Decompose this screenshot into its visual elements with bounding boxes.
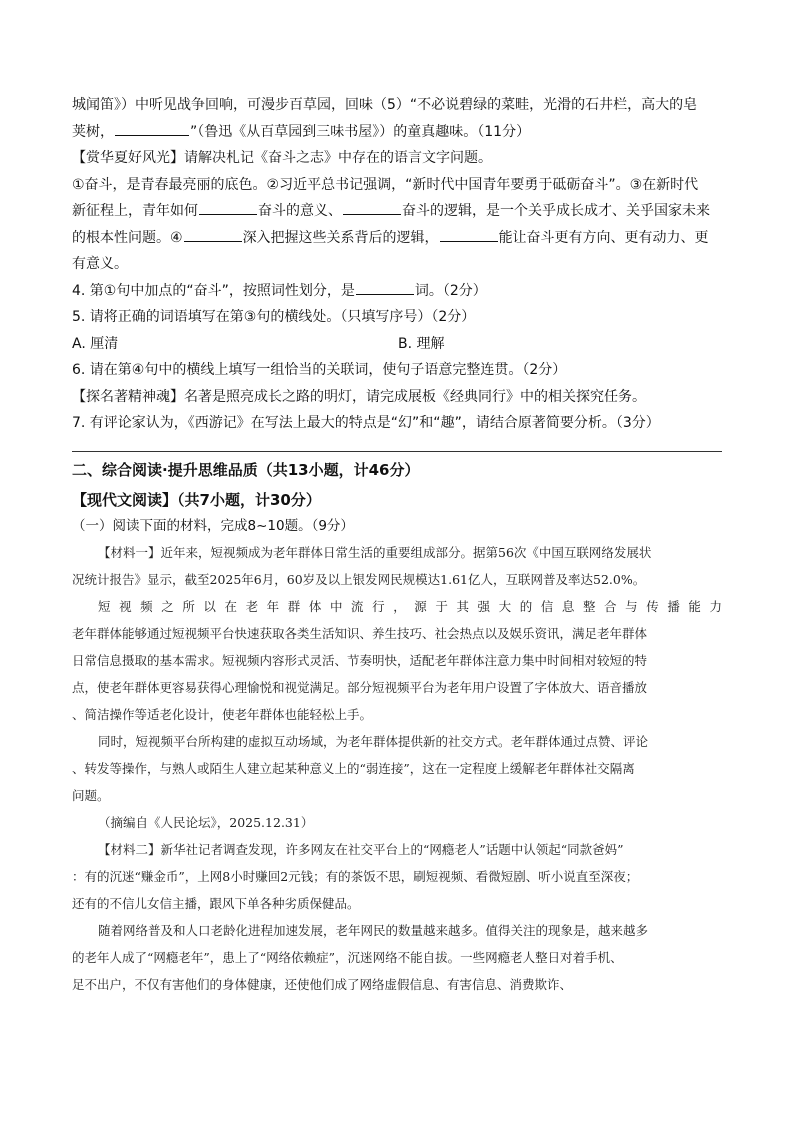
shanghua-para-line-4: 有意义。 xyxy=(72,256,128,272)
exam-page xyxy=(72,92,722,998)
text-segment: 4. 第①句中加点的“奋斗”，按照词性划分，是 xyxy=(72,282,355,299)
answer-blank xyxy=(440,226,498,242)
question-4 xyxy=(72,278,722,305)
answer-blank xyxy=(184,226,242,242)
q-top-line-2-start: 荚树， xyxy=(72,123,114,140)
text-segment: 奋斗的意义、 xyxy=(258,203,342,219)
material-1-source: （摘编自《人民论坛》，2025.12.31） xyxy=(98,814,314,830)
material-2-line-6: 足不出户，不仅有害他们的身体健康，还使他们成了网络虚假信息、有害信息、消费欺诈、 xyxy=(72,976,573,992)
text-segment: 词。（2分） xyxy=(414,282,487,299)
shanghua-heading: 【赏华夏好风光】请解决札记《奋斗之志》中存在的语言文字问题。 xyxy=(72,150,492,166)
material-2-line-4: 随着网络普及和人口老龄化进程加速发展，老年网民的数量越来越多。值得关注的现象是，越来越多 xyxy=(98,922,649,938)
text-segment: 奋斗的逻辑，是一个关乎成长成才、关乎国家未来 xyxy=(402,203,710,219)
answer-blank xyxy=(356,279,414,295)
material-1-line-2: 况统计报告》显示，截至2025年6月，60岁及以上银发网民规模达1.61亿人，互联网普及率达52.0%。 xyxy=(72,571,646,587)
shanghua-para-line-3 xyxy=(72,225,722,252)
material-1-line-9: 、转发等操作，与熟人或陌生人建立起某种意义上的“弱连接”，这在一定程度上缓解老年群体社交隔离 xyxy=(72,760,635,776)
material-1-line-3: 短视频之所以在老年群体中流行，源于其强大的信息整合与传播能力 xyxy=(98,598,722,614)
text-segment: 的根本性问题。④ xyxy=(72,229,183,246)
material-1-line-6: 点，使老年群体更容易获得心理愉悦和视觉满足。部分短视频平台为老年用户设置了字体放大、语音播放 xyxy=(72,679,648,695)
question-5-options xyxy=(72,331,722,358)
option-a: A. 厘清 xyxy=(72,335,119,352)
part-1-instruction: （一）阅读下面的材料，完成8~10题。（9分） xyxy=(72,517,354,534)
text-segment: 深入把握这些关系背后的逻辑， xyxy=(242,229,439,246)
text-segment: 能让奋斗更有方向、更有动力、更 xyxy=(498,229,709,246)
material-2-line-2: ：有的沉迷“赚金币”，上网8小时赚回2元钱；有的茶饭不思，刷短视频、看微短剧、听小说直至深夜； xyxy=(72,868,639,884)
tanming-heading: 【探名著精神魂】名著是照亮成长之路的明灯，请完成展板《经典同行》中的相关探究任务。 xyxy=(72,388,646,405)
q-top-line-2 xyxy=(72,119,722,146)
material-1-line-4: 老年群体能够通过短视频平台快速获取各类生活知识、养生技巧、社会热点以及娱乐资讯，满足老年群体 xyxy=(72,625,648,641)
shanghua-para-line-1: ①奋斗，是青春最亮丽的底色。②习近平总书记强调，“新时代中国青年要勇于砥砺奋斗”。③在新时代 xyxy=(72,176,699,193)
q-top-line-1: 城闻笛》）中听见战争回响，可漫步百草园，回味（5）“不必说碧绿的菜畦，光滑的石井栏，高大的皂 xyxy=(72,97,698,113)
answer-blank xyxy=(115,120,189,136)
question-6: 6. 请在第④句中的横线上填写一组恰当的关联词，使句子语意完整连贯。（2分） xyxy=(72,362,567,378)
q-top-line-2-end: ”（鲁迅《从百草园到三味书屋》）的童真趣味。（11分） xyxy=(190,123,531,140)
material-2-line-1: 【材料二】新华社记者调查发现，许多网友在社交平台上的“网瘾老人”话题中认领起“同款爸妈” xyxy=(98,841,624,857)
question-7: 7. 有评论家认为，《西游记》在写法上最大的特点是“幻”和“趣”，请结合原著简要分析。（3分） xyxy=(72,415,660,431)
answer-blank xyxy=(343,199,401,215)
material-1-line-5: 日常信息摄取的基本需求。短视频内容形式灵活、节奏明快，适配老年群体注意力集中时间相对较短的特 xyxy=(72,652,648,668)
material-2-line-5: 的老年人成了“网瘾老年”，患上了“网络依赖症”，沉迷网络不能自拔。一些网瘾老人整日对着手机、 xyxy=(72,949,623,965)
answer-line xyxy=(72,437,722,452)
modern-reading-title: 【现代文阅读】（共7小题，计30分） xyxy=(72,490,321,509)
material-1-line-7: 、简洁操作等适老化设计，使老年群体也能轻松上手。 xyxy=(72,706,373,722)
material-1-line-1: 【材料一】近年来，短视频成为老年群体日常生活的重要组成部分。据第56次《中国互联网络发展状 xyxy=(98,544,652,560)
question-5: 5. 请将正确的词语填写在第③句的横线处。（只填写序号）（2分） xyxy=(72,309,476,325)
section-2-title: 二、综合阅读·提升思维品质（共13小题，计46分） xyxy=(72,460,420,479)
answer-blank xyxy=(199,199,257,215)
material-2-line-3: 还有的不信儿女信主播，跟风下单各种劣质保健品。 xyxy=(72,895,360,911)
material-1-line-10: 问题。 xyxy=(72,787,110,803)
option-b: B. 理解 xyxy=(398,335,445,352)
text-segment: 新征程上，青年如何 xyxy=(72,203,198,219)
material-1-line-8: 同时，短视频平台所构建的虚拟互动场域，为老年群体提供新的社交方式。老年群体通过点赞、评论 xyxy=(98,733,649,749)
shanghua-para-line-2 xyxy=(72,198,722,225)
